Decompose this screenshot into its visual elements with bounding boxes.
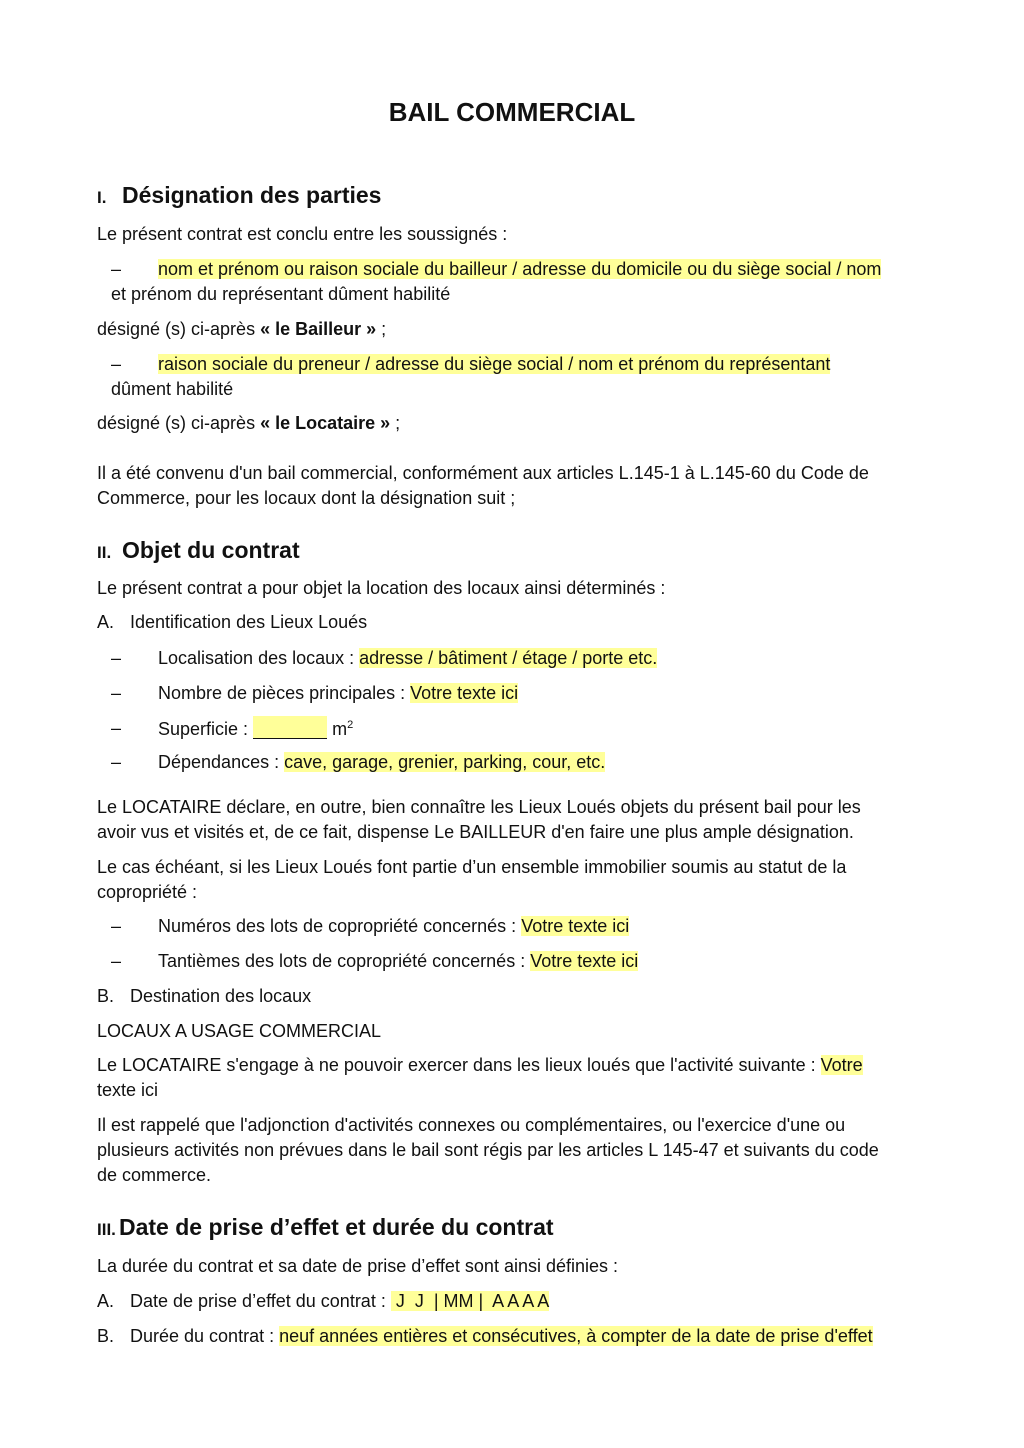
- superficie-item: Superficie : $m^2$: [158, 716, 353, 742]
- section-3-title: Date de prise d’effet et durée du contrat: [119, 1214, 554, 1240]
- declare-line-2: avoir vus et visités et, de ce fait, dispense Le BAILLEUR d'en faire une plus ample désignation.: [97, 822, 854, 842]
- copro-line-2: copropriété :: [97, 882, 198, 902]
- rappel-line-1: Il est rappelé que l'adjonction d'activités connexes ou complémentaires, ou l'exercice d'une ou: [97, 1115, 846, 1135]
- duree-contrat: B. Durée du contrat : neuf années entières et consécutives, à compter de la date de prise d'effet: [97, 1326, 873, 1346]
- section-3-number: III.: [97, 1220, 116, 1239]
- lots-item: Numéros des lots de copropriété concernés : Votre texte ici: [158, 916, 630, 936]
- subsection-b: B. Destination des locaux: [97, 986, 312, 1006]
- usage-type: LOCAUX A USAGE COMMERCIAL: [97, 1021, 382, 1041]
- subsection-a: A. Identification des Lieux Loués: [97, 612, 368, 632]
- bailleur-field[interactable]: nom et prénom ou raison sociale du bailleur / adresse du domicile ou du siège social / nom: [158, 259, 882, 279]
- bailleur-designation: désigné (s) ci-après « le Bailleur » ;: [97, 319, 387, 339]
- pieces-item: Nombre de pièces principales : Votre texte ici: [158, 683, 519, 703]
- dependances-field[interactable]: cave, garage, grenier, parking, cour, etc.: [284, 752, 606, 772]
- bullet-dash: –: [111, 259, 122, 279]
- localisation-field[interactable]: adresse / bâtiment / étage / porte etc.: [359, 648, 658, 668]
- preneur-field-cont: dûment habilité: [111, 379, 234, 399]
- bullet-dash: –: [111, 752, 122, 772]
- section-3-heading: [97, 1214, 554, 1241]
- locataire-designation: désigné (s) ci-après « le Locataire » ;: [97, 413, 401, 433]
- activite-field[interactable]: Votre: [820, 1055, 863, 1075]
- convention-line-1: Il a été convenu d'un bail commercial, conformément aux articles L.145-1 à L.145-60 du Code de: [97, 463, 869, 483]
- duree-field[interactable]: neuf années entières et consécutives, à compter de la date de prise d'effet: [279, 1326, 873, 1346]
- copro-line-1: Le cas échéant, si les Lieux Loués font partie d’un ensemble immobilier soumis au statut de la: [97, 857, 847, 877]
- activite-line-2: texte ici: [97, 1080, 159, 1100]
- date-effet: A. Date de prise d’effet du contrat : J J | MM | A A A A: [97, 1291, 550, 1311]
- bailleur-field-cont: et prénom du représentant dûment habilité: [111, 284, 451, 304]
- bullet-dash: –: [111, 718, 122, 738]
- declare-line-1: Le LOCATAIRE déclare, en outre, bien connaître les Lieux Loués objets du présent bail pour les: [97, 797, 861, 817]
- section-1-title: Désignation des parties: [122, 182, 382, 208]
- bullet-dash: –: [111, 354, 122, 374]
- rappel-line-3: de commerce.: [97, 1165, 212, 1185]
- activite-line-1: Le LOCATAIRE s'engage à ne pouvoir exercer dans les lieux loués que l'activité suivante : Votre: [97, 1055, 863, 1075]
- dependances-item: Dépendances : cave, garage, grenier, parking, cour, etc.: [158, 752, 606, 772]
- lots-field[interactable]: Votre texte ici: [521, 916, 630, 936]
- preneur-field[interactable]: raison sociale du preneur / adresse du siège social / nom et prénom du représentant: [158, 354, 831, 374]
- section-2-heading: [97, 537, 300, 564]
- parties-intro: Le présent contrat est conclu entre les soussignés :: [97, 224, 508, 244]
- section-1-heading: [97, 182, 381, 209]
- convention-line-2: Commerce, pour les locaux dont la désignation suit ;: [97, 488, 516, 508]
- bullet-dash: –: [111, 916, 122, 936]
- tantiemes-field[interactable]: Votre texte ici: [530, 951, 639, 971]
- pieces-field[interactable]: Votre texte ici: [410, 683, 519, 703]
- bullet-dash: –: [111, 648, 122, 668]
- superficie-field[interactable]: [253, 716, 327, 739]
- localisation-item: Localisation des locaux : adresse / bâtiment / étage / porte etc.: [158, 648, 658, 668]
- tantiemes-item: Tantièmes des lots de copropriété concernés : Votre texte ici: [158, 951, 639, 971]
- date-effet-field[interactable]: J J | MM | A A A A: [390, 1291, 550, 1311]
- section-2-number: II.: [97, 543, 112, 562]
- duree-intro: La durée du contrat et sa date de prise d’effet sont ainsi définies :: [97, 1256, 619, 1276]
- bullet-dash: –: [111, 951, 122, 971]
- section-1-number: I.: [97, 188, 107, 207]
- section-2-title: Objet du contrat: [122, 537, 300, 563]
- bullet-dash: –: [111, 683, 122, 703]
- document-title: BAIL COMMERCIAL: [388, 97, 636, 127]
- rappel-line-2: plusieurs activités non prévues dans le bail sont régis par les articles L 145-47 et suivants du code: [97, 1140, 879, 1160]
- objet-intro: Le présent contrat a pour objet la location des locaux ainsi déterminés :: [97, 578, 666, 598]
